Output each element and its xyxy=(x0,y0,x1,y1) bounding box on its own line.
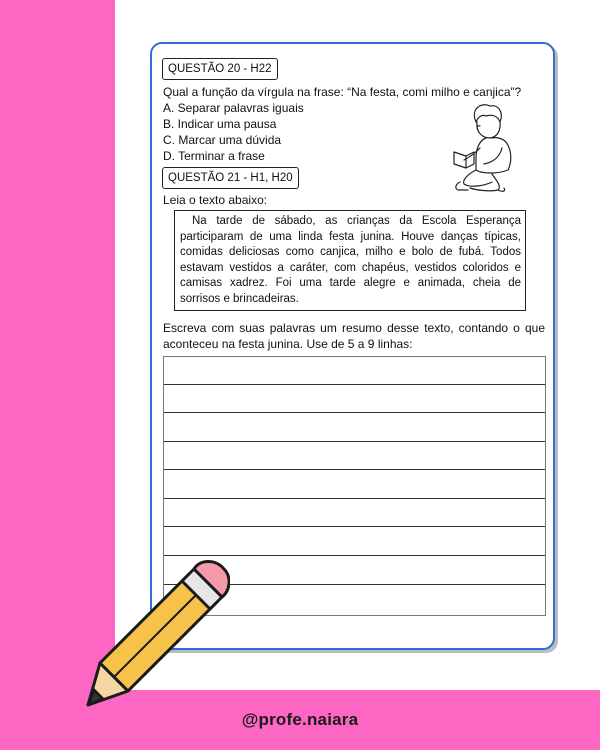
answer-line xyxy=(164,412,545,413)
option-b: B. Indicar uma pausa xyxy=(163,117,277,131)
option-a: A. Separar palavras iguais xyxy=(163,101,304,115)
footer-handle: @profe.naiara xyxy=(241,710,359,729)
option-d: D. Terminar a frase xyxy=(163,149,265,163)
question-21-tag: QUESTÃO 21 - H1, H20 xyxy=(162,167,299,189)
answer-line xyxy=(164,498,545,499)
question-21-intro: Leia o texto abaixo: xyxy=(163,193,268,207)
answer-line xyxy=(164,441,545,442)
pencil-icon xyxy=(70,555,230,725)
question-21-instruction: Escreva com suas palavras um resumo desse texto, contando o que aconteceu na festa junina. Use de 5 a 9 linhas: xyxy=(163,321,545,352)
question-20-tag: QUESTÃO 20 - H22 xyxy=(162,58,278,80)
answer-line xyxy=(164,469,545,470)
reading-child-icon xyxy=(440,100,520,200)
question-20-prompt: Qual a função da vírgula na frase: “Na festa, comi milho e canjica”? xyxy=(163,85,522,99)
option-c: C. Marcar uma dúvida xyxy=(163,133,282,147)
answer-line xyxy=(164,526,545,527)
answer-line xyxy=(164,384,545,385)
reading-passage: Na tarde de sábado, as crianças da Escola Esperança participaram de uma linda festa junina. Houve danças típicas, comidas deliciosas como canjica, milho e bolo de fubá. Todos estavam vestidos a caráter, com chapéus, vestidos coloridos e camisas xadrez. Foi uma tarde alegre e animada, cheia de sorrisos e brincadeiras. xyxy=(174,210,526,311)
